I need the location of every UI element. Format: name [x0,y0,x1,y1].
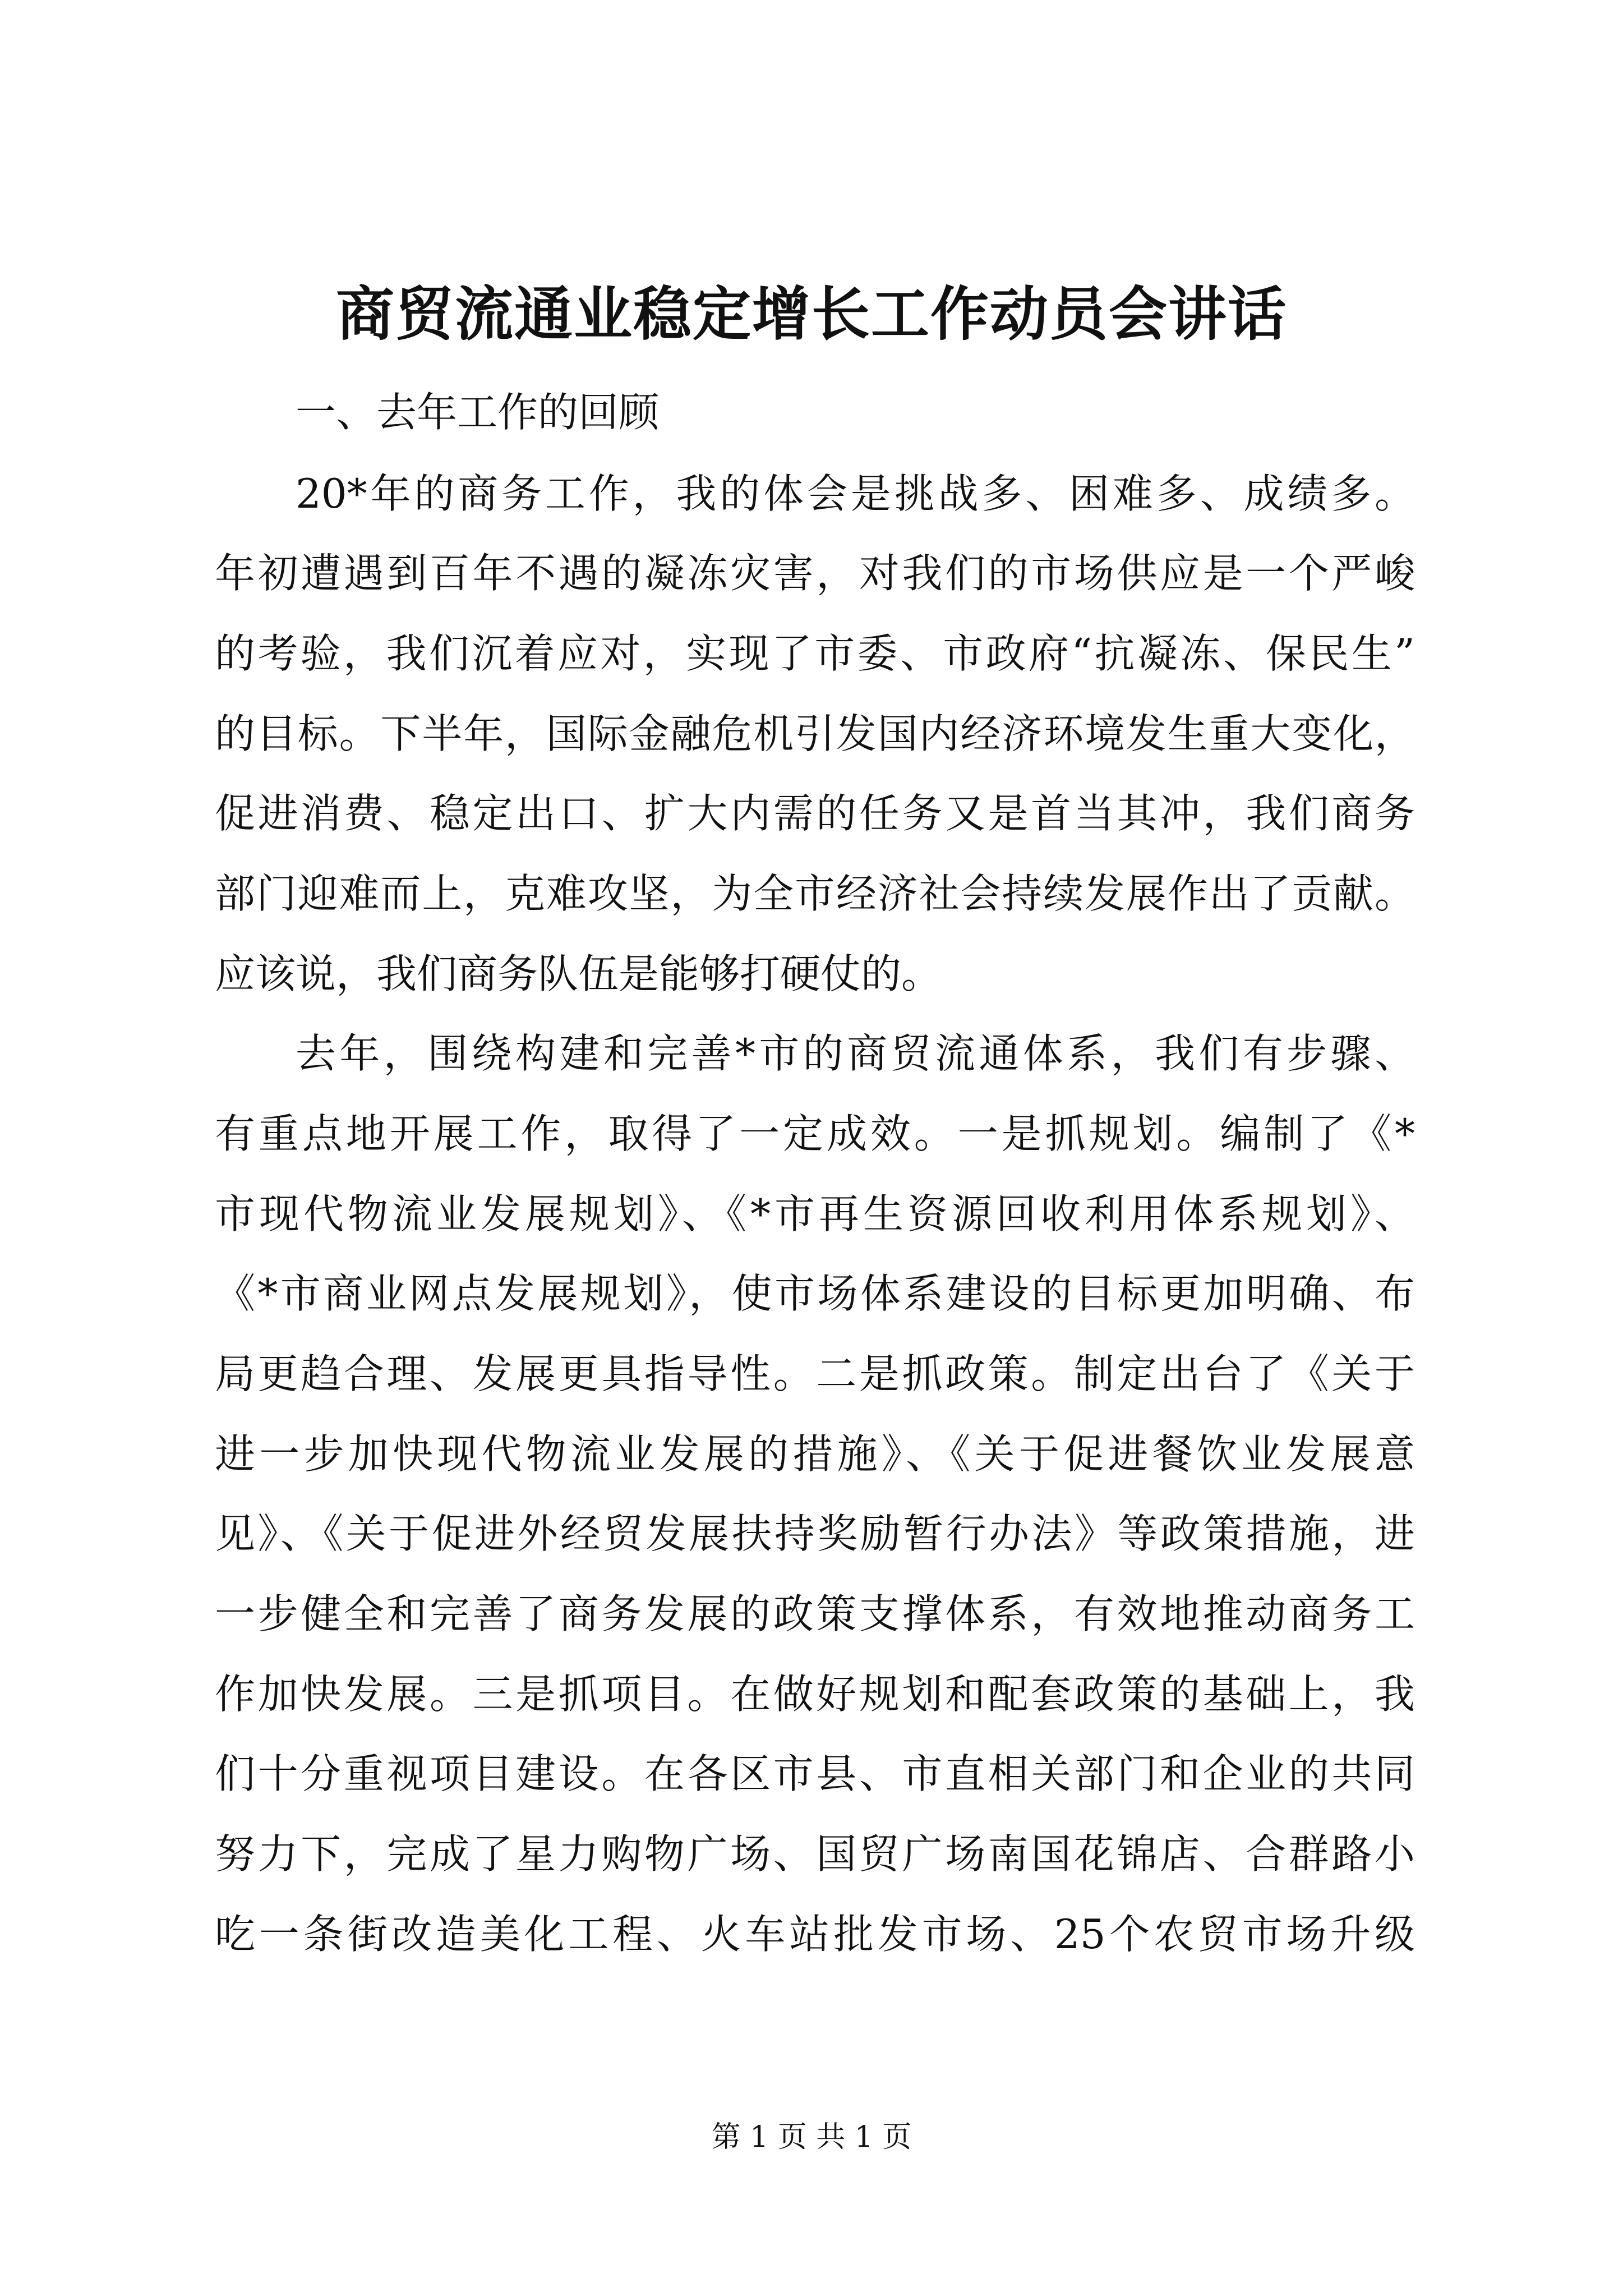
paragraph-line: 年初遭遇到百年不遇的凝冻灾害，对我们的市场供应是一个严峻 [215,550,1415,597]
paragraph-line: 市现代物流业发展规划》、《*市再生资源回收利用体系规划》、 [215,1190,1415,1237]
paragraph-line: 吃一条街改造美化工程、火车站批发市场、25个农贸市场升级 [215,1911,1415,1958]
paragraph-line: 的考验，我们沉着应对，实现了市委、市政府“抗凝冻、保民生” [215,630,1415,677]
document-title: 商贸流通业稳定增长工作动员会讲话 [335,279,1287,348]
paragraph-line: 《*市商业网点发展规划》，使市场体系建设的目标更加明确、布 [215,1270,1415,1317]
paragraph-line: 努力下，完成了星力购物广场、国贸广场南国花锦店、合群路小 [215,1830,1415,1878]
paragraph-line: 局更趋合理、发展更具指导性。二是抓政策。制定出台了《关于 [215,1350,1415,1397]
paragraph-line: 作加快发展。三是抓项目。在做好规划和配套政策的基础上，我 [215,1671,1415,1718]
paragraph-line: 一步健全和完善了商务发展的政策支撑体系，有效地推动商务工 [215,1590,1415,1637]
paragraph-line: 部门迎难而上，克难攻坚，为全市经济社会持续发展作出了贡献。 [215,870,1415,917]
page-footer: 第 1 页 共 1 页 [711,2120,912,2154]
paragraph-line: 的目标。下半年，国际金融危机引发国内经济环境发生重大变化， [215,710,1415,757]
paragraph-line: 去年，围绕构建和完善*市的商贸流通体系，我们有步骤、 [296,1030,1415,1077]
paragraph-line: 进一步加快现代物流业发展的措施》、《关于促进餐饮业发展意 [215,1430,1415,1478]
paragraph-line: 促进消费、稳定出口、扩大内需的任务又是首当其冲，我们商务 [215,790,1415,837]
section-heading: 一、去年工作的回顾 [296,389,660,436]
paragraph-line: 们十分重视项目建设。在各区市县、市直相关部门和企业的共同 [215,1750,1415,1797]
paragraph-line: 20*年的商务工作，我的体会是挑战多、困难多、成绩多。 [296,470,1415,517]
paragraph-line: 有重点地开展工作，取得了一定成效。一是抓规划。编制了《* [215,1110,1415,1157]
paragraph-line: 见》、《关于促进外经贸发展扶持奖励暂行办法》等政策措施，进 [215,1510,1415,1557]
paragraph-line: 应该说，我们商务队伍是能够打硬仗的。 [215,950,942,997]
